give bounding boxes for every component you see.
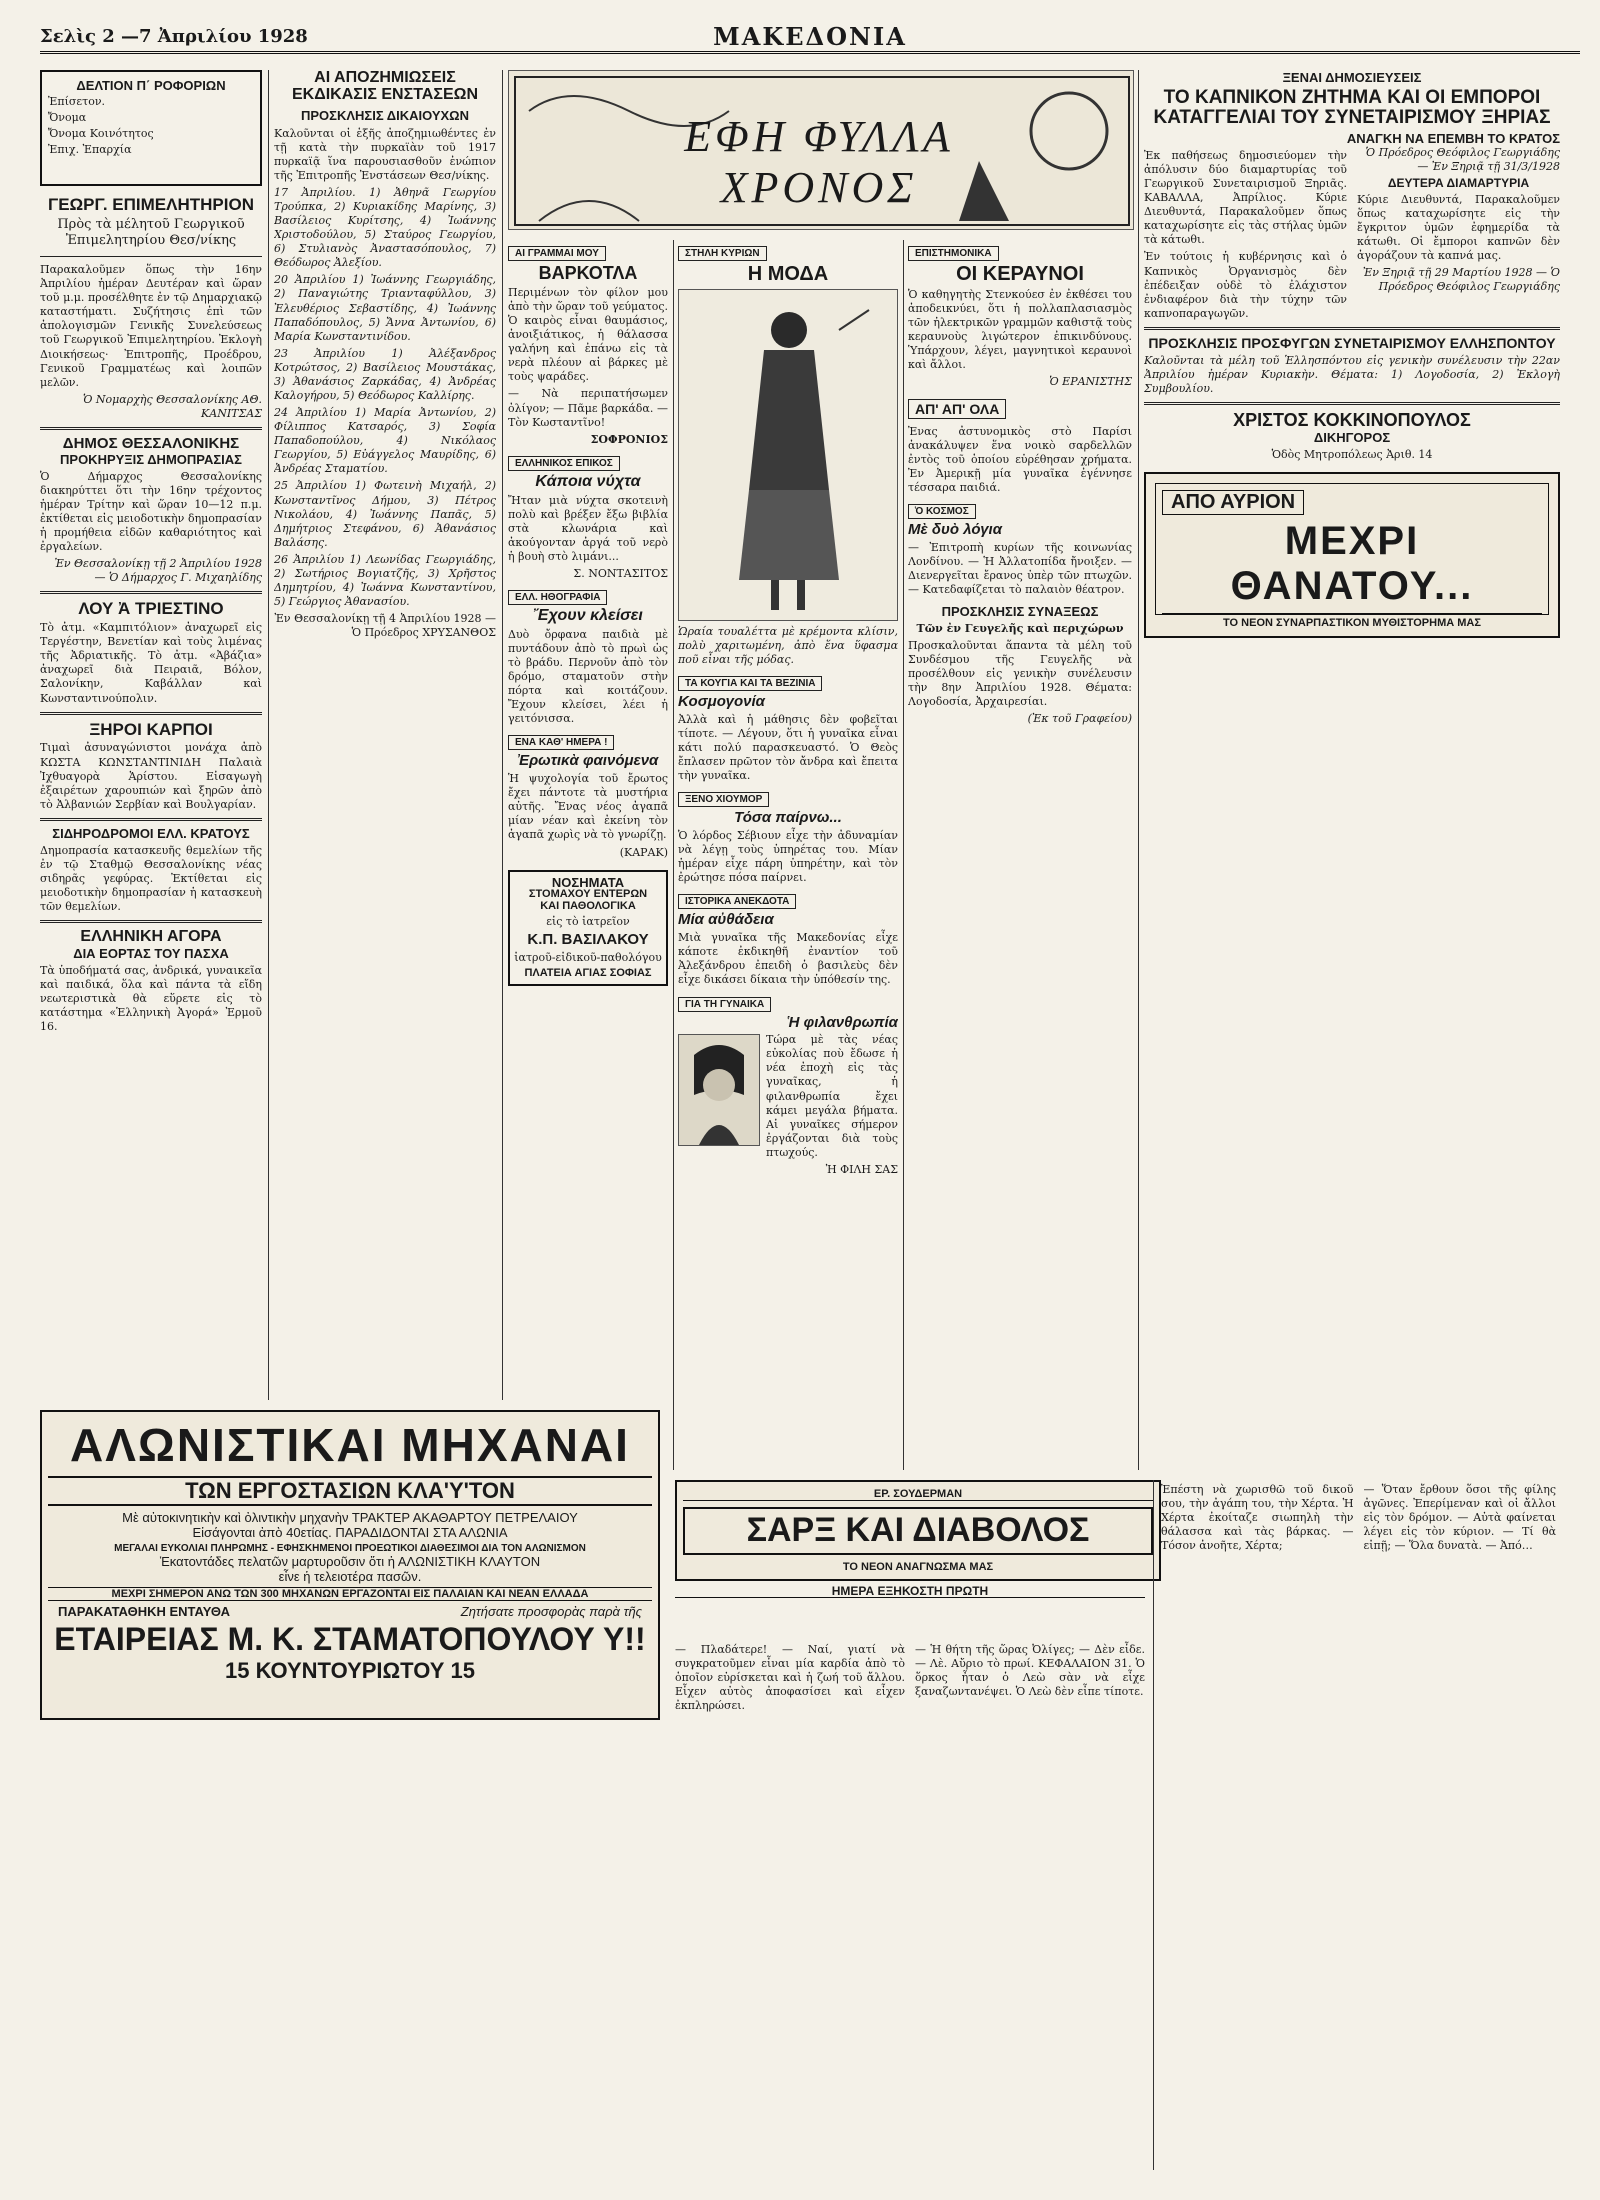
article-text: 24 Ἀπριλίου 1) Μαρία Ἀντωνίου, 2) Φίλιππος Κατσαρός, 3) Σοφία Παπαδοπούλου, 4) Νικόλαος Γεωργίου, 5) Εὐάγγελος Μαυρίδης, 6) Ἀνδρέας Σταματίου. [274, 406, 496, 476]
fashion-caption: Ὡραία τουαλέττα μὲ κρέμοντα κλίσιν, πολὺ χαριτωμένη, ἀπὸ ἕνα ὕφασμα ποῦ εἶναι τῆς μόδας. [678, 625, 898, 667]
headline: Η ΜΟΔΑ [747, 263, 829, 285]
headline: ΓΕΩΡΓ. ΕΠΙΜΕΛΗΤΗΡΙΟΝ [47, 195, 254, 214]
serial-ad-line: ΑΠΟ ΑΥΡΙΟΝ [1162, 490, 1304, 515]
section-tag: ΣΤΗΛΗ ΚΥΡΙΩΝ [678, 246, 767, 261]
rates-line: Ὄνομα [48, 111, 87, 125]
portrait-figure [679, 1035, 759, 1145]
signature: Ἐν Θεσσαλονίκῃ τῇ 4 Ἀπριλίου 1928 — Ὁ Πρόεδρος ΧΡΥΣΑΝΘΟΣ [274, 612, 496, 640]
article-text: 25 Ἀπριλίου 1) Φωτεινὴ Μιχαήλ, 2) Κωνσταντῖνος Δήμου, 3) Πέτρος Νικολάου, 4) Ἰωάννης Παπᾶς, 5) Δημήτριος Στεφάνου, 6) Ἀθανάσιος Βαλάσης. [274, 479, 496, 549]
medad-line: ΠΛΑΤΕΙΑ ΑΓΙΑΣ ΣΟΦΙΑΣ [524, 967, 652, 980]
woman-portrait [678, 1034, 760, 1146]
article-text: Καλοῦνται οἱ ἑξῆς ἀποζημιωθέντες ἐν τῇ κατὰ τὴν πυρκαϊὰν τοῦ 1917 πυρκαϊᾷ ἵνα παρουσιασθοῦν ἐνώπιον τῆς Ἐπιτροπῆς Ἐνστάσεων Θεσ/νίκης. [274, 126, 496, 182]
headline: Ἔχουν κλείσει [533, 607, 643, 625]
medad-line: ΣΤΟΜΑΧΟΥ ΕΝΤΕΡΩΝ [528, 888, 648, 901]
serial-ad-line: ΜΕΧΡΙ ΘΑΝΑΤΟΥ... [1230, 518, 1474, 608]
headline: ΔΕΥΤΕΡΑ ΔΙΑΜΑΡΤΥΡΙΑ [1387, 176, 1530, 191]
column-3-body [508, 240, 668, 1470]
signature: Ὁ ΕΡΑΝΙΣΤΗΣ [1049, 375, 1132, 389]
article-columns [1144, 146, 1560, 321]
section-tag: ΕΛΛ. ΗΘΟΓΡΑΦΙΑ [508, 590, 607, 605]
headline: ΞΗΡΟΙ ΚΑΡΠΟΙ [89, 719, 213, 739]
serial-columns-right [1161, 1480, 1556, 1556]
divider [40, 818, 262, 821]
article-text: Ἐν τούτοις ἡ κυβέρνησις καὶ ὁ Καπνικὸς Ὀργανισμὸς δὲν ἐπέδειξαν οὐδὲ τὸ ἐλάχιστον ἐνδιαφέρον διὰ τὴν τύχην τῶν καπνοπαραγωγῶν. [1144, 250, 1347, 320]
article-text: Κύριε Διευθυντά, Παρακαλοῦμεν ὅπως καταχωρίσητε εἰς τὴν ἔγκριτον ὑμῶν ἐφημερίδα τὰ κάτωθι. Οἱ ἔμποροι καπνῶν δὲν ἀγοράζουν τὰ καπνά μας. [1357, 192, 1560, 262]
newspaper-title: ΜΑΚΕΔΟΝΙΑ [713, 22, 907, 51]
article-text: Τὰ ὑποδήματά σας, ἀνδρικά, γυναικεῖα καὶ παιδικά, ὅλα καὶ πάντα τὰ εἴδη νεωτεριστικὰ θὰ εὕρετε εἰς τὸ κατάστημα «Ἑλληνικὴ Ἀγορά» Ἐρμοῦ 16. [40, 963, 262, 1034]
signature: Ἡ ΦΙΛΗ ΣΑΣ [825, 1162, 898, 1176]
rates-line: Ὄνομα Κοινότητος [48, 127, 154, 141]
headline: Ἐρωτικὰ φαινόμενα [517, 752, 659, 770]
ad-line: Ἑκατοντάδες πελατῶν μαρτυροῦσιν ὅτι ἡ ΑΛΩΝΙΣΤΙΚΗ ΚΛΑΥΤΟΝ [159, 1554, 541, 1569]
rates-line: Ἐπιχ. Ἐπαρχία [48, 143, 132, 157]
headline: Κοσμογονία [678, 693, 765, 711]
signature: (ΚΑΡΑΚ) [619, 845, 668, 859]
article-text: Τώρα μὲ τὰς νέας εὐκολίας ποὺ ἔδωσε ἡ νέα ἐποχὴ εἰς τὰς γυναῖκας, ἡ φιλανθρωπία ἔχει κάμει μεγάλα βήματα. Αἱ γυναῖκες σήμερον ἐργάζονται διὰ τοὺς πτωχούς. [766, 1033, 898, 1159]
section-tag: ΤΑ ΚΟΥΓΙΑ ΚΑΙ ΤΑ ΒΕΖΙΝΙΑ [678, 676, 822, 691]
headline: Τόσα παίρνω... [734, 809, 842, 827]
column-rule [1153, 1480, 1154, 2170]
ad-title: ΑΛΩΝΙΣΤΙΚΑΙ ΜΗΧΑΝΑΙ [70, 1419, 630, 1471]
article-text: 17 Ἀπριλίου. 1) Ἀθηνᾶ Γεωργίου Τρούπκα, 2) Κυριακίδης Μαρίνης, 3) Βασίλειος Κυρίτσης, 4) Ἰωάννης Χριστοδούλου, 5) Σταύρος Γεωργίου, 6) Στυλιανὸς Ἀναστασόπουλος, 7) Θεόδωρος Ἀλεξίου. [274, 185, 496, 270]
article-text: 23 Ἀπριλίου 1) Ἀλέξανδρος Κοτρώτσος, 2) Βασίλειος Μουστάκας, 3) Ἀθανάσιος Ζαρκάδας, 4) Ἀνδρέας Καλογήρου, 5) Θεόδωρος Καλλίρης. [274, 346, 496, 402]
section-tag: ΓΙΑ ΤΗ ΓΥΝΑΙΚΑ [678, 997, 771, 1012]
column-1 [40, 70, 262, 1410]
article-text: 20 Ἀπριλίου 1) Ἰωάννης Γεωργιάδης, 2) Παναγιώτης Τριανταφύλλου, 3) Ἐλευθέριος Σεβαστίδης, 4) Ἰωάννης Παπαδόπουλος, 5) Ἄννα Ἀντωνίου, 6) Μαρία Κωνσταντινίδου. [274, 273, 496, 343]
serial-section [675, 1480, 1560, 2180]
subheadline: ΠΡΟΚΗΡΥΞΙΣ ΔΗΜΟΠΡΑΣΙΑΣ [60, 451, 242, 467]
headline: ΒΑΡΚΟΤΛΑ [538, 263, 638, 283]
dress-figure [679, 290, 897, 620]
headline: ΠΡΟΣΚΛΗΣΙΣ ΠΡΟΣΦΥΓΩΝ ΣΥΝΕΤΑΙΡΙΣΜΟΥ ΕΛΛΗΣΠΟΝΤΟΥ [1148, 334, 1556, 351]
article-text: Ὁ Δήμαρχος Θεσσαλονίκης διακηρύττει ὅτι τὴν 16ην τρέχοντος ἡμέραν Τρίτην καὶ ὥραν 10—12 π.μ. ἐκτίθεται εἰς μειοδοτικὴν δημοπρασίαν ἡ προμήθεια εἰδῶν καθαριότητος καὶ ἐργαλείων. [40, 469, 262, 554]
headline: ΟΙ ΚΕΡΑΥΝΟΙ [956, 263, 1084, 285]
subheadline: ΠΡΟΣΚΛΗΣΙΣ ΔΙΚΑΙΟΥΧΩΝ [300, 107, 469, 123]
article-text: — Νὰ περιπατήσωμεν ὀλίγον; — Πᾶμε βαρκάδα. — Τὸν Κωσταντῖνο! [508, 387, 668, 429]
headline: ΣΙΔΗΡΟΔΡΟΜΟΙ ΕΛΛ. ΚΡΑΤΟΥΣ [52, 825, 250, 841]
headline: Μὲ δυὸ λόγια [908, 520, 1003, 538]
section-tag: ΑΠ' ΑΠ' ΟΛΑ [908, 399, 1006, 419]
ad-line: ΜΕΧΡΙ ΣΗΜΕΡΟΝ ΑΝΩ ΤΩΝ 300 ΜΗΧΑΝΩΝ ΕΡΓΑΖΟΝΤΑΙ ΕΙΣ ΠΑΛΑΙΑΝ ΚΑΙ ΝΕΑΝ ΕΛΛΑΔΑ [48, 1587, 652, 1601]
article-text: Ὁ λόρδος Σέβιουν εἶχε τὴν ἀδυναμίαν νὰ λέγῃ τοὺς ὑπηρέτας του. Μίαν ἡμέραν εἶχε πάρη ὑπηρέτην, καὶ τὸν ἐρώτησε πόσα παίρνει. [678, 829, 898, 885]
feature-banner [508, 70, 1134, 230]
article-text: Ἀλλὰ καὶ ἡ μάθησις δὲν φοβεῖται τίποτε. — Λέγουν, ὅτι ἡ γυναῖκα εἶναι κάτι πολύ παρασκευαστό. Ὁ Θεὸς ἔπλασεν πρῶτον τὸν ἄνδρα καὶ ἔπειτα τὴν γυναῖκα. [678, 712, 898, 783]
medad-line: ἰατροῦ-εἰδικοῦ-παθολόγου [514, 951, 662, 965]
serial-subtitle: ΤΟ ΝΕΟΝ ΑΝΑΓΝΩΣΜΑ ΜΑΣ [842, 1560, 994, 1573]
headline: Ἡ φιλανθρωπία [787, 1013, 898, 1031]
headline: Μία αὐθάδεια [678, 911, 774, 929]
signature: (Ἐκ τοῦ Γραφείου) [1027, 712, 1132, 726]
subheadline: Πρὸς τὰ μέλητοῦ Γεωργικοῦ Ἐπιμελητηρίου Θεσ/νίκης [57, 216, 245, 249]
article-text: Προσκαλοῦνται ἅπαντα τὰ μέλη τοῦ Συνδέσμου τῆς Γευγελῆς νὰ προσέλθουν εἰς γενικὴν συνέλευσιν τὴν 8ην Ἀπριλίου 1928. Θέματα: Λογοδοσία, Ἀρχαιρεσίαι. [908, 638, 1132, 709]
ad-line: Ζητήσατε προσφορὰς παρὰ τῆς [460, 1604, 642, 1619]
article-text: Τιμαὶ ἀσυναγώνιστοι μονάχα ἀπὸ ΚΩΣΤΑ ΚΩΝΣΤΑΝΤΙΝΙΔΗ Παλαιὰ Ἰχθυαγορὰ Ἁρίστου. Εἰσαγωγὴ ἐξαιρέτων χαρουπιών καὶ ξηρῶν ἀπὸ τὸ Ἀλβανιών Σερβίαν καὶ Βουλγαρίαν. [40, 741, 262, 811]
article-text: Τὸ ἀτμ. «Καμπιτόλιον» ἀναχωρεῖ εἰς Τεργέστην, Βενετίαν καὶ τοὺς λιμένας τῆς Ἀδριατικῆς. Τὸ ἀτμ. «Ἀβάζια» ἀναχωρεῖ διὰ Πειραιᾶ, Βόλον, Σαλονίκην, Καβάλλαν καὶ Κωνσταντινούπολιν. [40, 621, 262, 705]
subheadline: ΑΝΑΓΚΗ ΝΑ ΕΠΕΜΒΗ ΤΟ ΚΡΑΤΟΣ [1346, 130, 1560, 146]
ad-line: ΠΑΡΑΚΑΤΑΘΗΚΗ ΕΝΤΑΥΘΑ [58, 1604, 231, 1619]
medad-line: ΝΟΣΗΜΑΤΑ [551, 874, 625, 890]
serial-ad-inner [1155, 483, 1549, 629]
thresher-ad [40, 1410, 660, 1720]
subheadline: ΔΙΑ ΕΟΡΤΑΣ ΤΟΥ ΠΑΣΧΑ [73, 945, 229, 961]
subheadline: ΔΙΚΗΓΟΡΟΣ [1313, 429, 1391, 445]
medad-line: Κ.Π. ΒΑΣΙΛΑΚΟΥ [527, 931, 649, 949]
column-5 [908, 240, 1132, 1470]
article-text: Περιμένων τὸν φίλον μου ἀπὸ τὴν ὥραν τοῦ γεύματος. Ὁ καιρὸς εἶναι θαυμάσιος, ἀνοιξιάτικος, ἡ θάλασσα γαλήνη καὶ ἐπάνω εἰς τὰ νερὰ πλέουν αἱ βάρκες μὲ τοὺς ψαράδες. [508, 285, 668, 384]
divider [40, 712, 262, 715]
divider [1144, 402, 1560, 405]
rates-title: ΔΕΛΤΙΟΝ Π΄ ΡΟΦΟΡΙΩΝ [76, 78, 226, 93]
column-6 [1144, 70, 1560, 1470]
section-tag: Ὁ ΚΟΣΜΟΣ [908, 504, 976, 519]
signature: Ὁ Νομαρχὴς Θεσσαλονίκης ΑΘ. ΚΑΝΙΤΣΑΣ [82, 392, 262, 420]
section-tag: ΙΣΤΟΡΙΚΑ ΑΝΕΚΔΟΤΑ [678, 894, 796, 909]
signature: Ὁ Πρόεδρος Θεόφιλος Γεωργιάδης — Ἐν Ξηριᾷ τῇ 31/3/1928 [1365, 145, 1560, 173]
column-rule [673, 240, 674, 1470]
serial-columns [675, 1640, 1145, 1716]
serial-text: — Πλαδάτερε! — Ναί, γιατί νὰ συγκρατοῦμεν εἶναι μία καρδία ἀπὸ τὸ ὁποῖον εὑρίσκεται καὶ ἡ ζωή τοῦ ἄλλου. Εἶχεν αὐτὸς ἀποφασίσει καὶ εἶχεν ἐκπληρώσει. [675, 1643, 905, 1713]
serial-ad-line: ΤΟ ΝΕΟΝ ΣΥΝΑΡΠΑΣΤΙΚΟΝ ΜΥΘΙΣΤΟΡΗΜΑ ΜΑΣ [1162, 613, 1542, 629]
article-text: Καλοῦνται τὰ μέλη τοῦ Ἑλλησπόντου εἰς γενικὴν συνέλευσιν τὴν 22αν Ἀπριλίου ἡμέραν Κυριακὴν. Θέματα: 1) Λογοδοσία, 2) Ἐκλογὴ Συμβουλίου. [1144, 353, 1560, 395]
banner-title: ΕΦΗ ΦΥΛΛΑ ΧΡΟΝΟΣ [684, 112, 954, 212]
serial-header [675, 1480, 1161, 1581]
fashion-illustration [678, 289, 898, 621]
ad-line: εἶνε ἡ τελειοτέρα πασῶν. [278, 1569, 422, 1584]
article-text: Ἤταν μιὰ νύχτα σκοτεινὴ πολὺ καὶ βρέξεν ἔξω βιβλία στὰ κλωνάρια καὶ ἀκούγονταν ἀργά τοῦ νερὸ ἡ βουὴ στὸ λιμάνι... [508, 493, 668, 563]
article-text: Ὁδὸς Μητροπόλεως Ἀριθ. 14 [1271, 447, 1433, 461]
article-text: Τῶν ἐν Γευγελῆς καὶ περιχώρων [916, 621, 1124, 635]
serial-day: ΗΜΕΡΑ ΕΞΗΚΟΣΤΗ ΠΡΩΤΗ [675, 1585, 1145, 1599]
headline: ΤΟ ΚΑΠΝΙΚΟΝ ΖΗΤΗΜΑ ΚΑΙ ΟΙ ΕΜΠΟΡΟΙ ΚΑΤΑΓΓΕΛΙΑΙ ΤΟΥ ΣΥΝΕΤΑΙΡΙΣΜΟΥ ΞΗΡΙΑΣ [1153, 87, 1551, 128]
headline: ΕΛΛΗΝΙΚΗ ΑΓΟΡΑ [80, 927, 222, 945]
divider [40, 591, 262, 594]
signature: Ἐν Θεσσαλονίκῃ τῇ 2 Ἀπριλίου 1928 — Ὁ Δήμαρχος Γ. Μιχαηλίδης [54, 557, 262, 585]
ad-company: ΕΤΑΙΡΕΙΑΣ Μ. Κ. ΣΤΑΜΑΤΟΠΟΥΛΟΥ Υ!! [54, 1621, 646, 1657]
headline: ΧΡΙΣΤΟΣ ΚΟΚΚΙΝΟΠΟΥΛΟΣ [1233, 409, 1471, 430]
signature: Σ. ΝΟΝΤΑΣΙΤΟΣ [573, 566, 668, 580]
serial-text: Ἐπέστη νὰ χωρισθῶ τοῦ δικοῦ σου, τὴν ἀγάπη του, τὴν Χέρτα. Ἡ Χέρτα ἐκοίταζε σιωπηλὴ τὴν θάλασσα καὶ τὰς βάρκας. — Τόσον ἀνοῆτε, Χέρτα; [1161, 1483, 1354, 1553]
headline: ΛΟΥ Ἀ ΤΡΙΕΣΤΙΝΟ [78, 599, 224, 619]
headline: ΔΗΜΟΣ ΘΕΣΣΑΛΟΝΙΚΗΣ [62, 434, 240, 452]
column-rule [1138, 70, 1139, 1470]
ad-line: ΜΕΓΑΛΑΙ ΕΥΚΟΛΙΑΙ ΠΛΗΡΩΜΗΣ - ΕΦΗΣΚΗΜΕΝΟΙ ΠΡΟΕΩΤΙΚΟΙ ΔΙΑΘΕΣΙΜΟΙ ΔΙΑ ΤΟΝ ΑΛΩΝΙΣΜΟΝ [114, 1543, 586, 1554]
section-tag: ΞΕΝΟ ΧΙΟΥΜΟΡ [678, 792, 769, 807]
article-text: Ἐνας ἀστυνομικὸς στὸ Παρίσι ἀνακάλυψεν ἕνα νοικὸ σαρδελλῶν ἐντὸς τοῦ ὁποίου εὑρέθησαν χρήματα. Ἐν Ἀμερικῇ μία γυναῖκα ἐγέννησε τέσσαρα παιδιά. [908, 424, 1132, 494]
article-text: Παρακαλοῦμεν ὅπως τὴν 16ην Ἀπριλίου ἡμέραν Δευτέραν καὶ ὥραν τοῦ μ.μ. προσέλθητε ἐν τῷ Δημαρχιακῷ καταστήματι. Συζήτησις ἐπὶ τῶν ἀπολογισμῶν Γενικῆς Συνελεύσεως τοῦ Γεωργικοῦ Ἐπιμελητηρίου. Ἐκλογὴ Διοικήσεως· Ἐπιτροπῆς, Προέδρου, Γενικοῦ Γραμματέως καὶ λοιπῶν μελῶν. [40, 263, 262, 389]
article-text: Δυὸ ὄρφανα παιδιὰ μὲ πυντάδουν ἀπὸ τὸ πρωὶ ὡς τὸ βράδυ. Περνοῦν ἀπὸ τὸν δρόμο, σταματοῦν στὴν πόρτα καὶ κοιτάζουν. Ἔχουν κλείσει, λέει ἡ γειτόνισσα. [508, 627, 668, 726]
masthead [40, 20, 1580, 54]
signature: Ἐν Ξηριᾷ τῇ 29 Μαρτίου 1928 — Ὁ Πρόεδρος Θεόφιλος Γεωργιάδης [1362, 266, 1560, 294]
column-rule [502, 70, 503, 1400]
section-title: ΞΕΝΑΙ ΔΗΜΟΣΙΕΥΣΕΙΣ [1282, 70, 1422, 85]
signature: ΣΟΦΡΟΝΙΟΣ [590, 432, 668, 446]
divider [1144, 327, 1560, 330]
ad-line: Εἰσάγονται ἀπὸ 40ετίας. ΠΑΡΑΔΙΔΟΝΤΑΙ ΣΤΑ ΑΛΩΝΙΑ [192, 1525, 508, 1540]
divider [40, 920, 262, 923]
article-text: Ὁ καθηγητὴς Στενκούεσ ἐν ἐκθέσει του ἀποδεικνύει, ὅτι ἡ πολλαπλασιασμὸς τῶν ἠλεκτρικῶν γραμμῶν καθιστᾷ τοὺς κεραυνοὺς λιγώτερον ἐπικινδύνους. Ὑπάρχουν, λέγει, μαγνητικοὶ κεραυνοὶ καὶ ἄλλοι. [908, 288, 1132, 372]
serial-author: ΕΡ. ΣΟΥΔΕΡΜΑΝ [683, 1488, 1153, 1501]
column-rule [903, 240, 904, 1470]
ad-row [48, 1604, 652, 1619]
divider [40, 256, 262, 257]
article-text: Ἡ ψυχολογία τοῦ ἔρωτος ἔχει πάντοτε τὰ μυστήρια αὐτῆς. Ἔνας νέος ἀγαπᾶ μίαν νέαν καὶ ἐκείνη τὸν ἀγαπᾶ χωρὶς νὰ τὸ γνωρίζῃ. [508, 772, 668, 842]
headline: ΑΙ ΑΠΟΖΗΜΙΩΣΕΙΣ ΕΚΔΙΚΑΣΙΣ ΕΝΣΤΑΣΕΩΝ [292, 70, 478, 103]
section-tag: ΕΠΙΣΤΗΜΟΝΙΚΑ [908, 246, 999, 261]
medad-line: εἰς τὸ ἰατρεῖον [546, 915, 630, 929]
serial-text: — Ἡ θήτη τῆς ὥρας Ὀλίγες; — Δὲν εἶδε. — Λὲ. Αὔριο τὸ πρωί. ΚΕΦΑΛΑΙΟΝ 31. Ὁ ὅρκος ἦταν ὁ Λεὼ σὰν νὰ εἶχε ξαναζωντανέψει. Ὁ Λεὼ δὲν εἶπε τίποτε. [915, 1643, 1145, 1699]
column-4 [678, 240, 898, 1470]
divider [40, 427, 262, 430]
serial-title: ΣΑΡΞ ΚΑΙ ΔΙΑΒΟΛΟΣ [683, 1507, 1153, 1555]
rates-line: Ἐπίσετον. [48, 95, 106, 108]
column-rule [268, 70, 269, 1400]
ad-address: 15 ΚΟΥΝΤΟΥΡΙΩΤΟΥ 15 [225, 1658, 475, 1683]
headline: Κάποια νύχτα [535, 472, 641, 490]
headline: ΠΡΟΣΚΛΗΣΙΣ ΣΥΝΑΞΕΩΣ [941, 604, 1099, 619]
ad-line: Μὲ αὐτοκινητικὴν καὶ ὀλιντικὴν μηχανὴν ΤΡΑΚΤΕΡ ΑΚΑΘΑΡΤΟΥ ΠΕΤΡΕΛΑΙΟΥ [122, 1510, 578, 1525]
serial-text: — Ὅταν ἔρθουν ὅσοι τῆς φίλης ἀγῶνες. Ἐπερίμεναν καὶ οἱ ἄλλοι εἰς τὸν δρόμον. — Αὐτὰ φαίνεται λέγει εἰς τὸν κύριον. — Τί θὰ εἰπῇ; — Ὅλα δυνατὰ. — Ἀπό… [1363, 1483, 1556, 1553]
medad-line: ΚΑΙ ΠΑΘΟΛΟΓΙΚΑ [540, 899, 636, 912]
page-date: Σελὶς 2 —7 Ἀπριλίου 1928 [40, 26, 308, 47]
section-tag: ΕΝΑ ΚΑΘ' ΗΜΕΡΑ ! [508, 735, 614, 750]
serial-ad [1144, 472, 1560, 638]
section-tag: ΕΛΛΗΝΙΚΟΣ ΕΠΙΚΟΣ [508, 456, 620, 471]
rates-box [40, 70, 262, 186]
ad-sub: ΤΩΝ ΕΡΓΟΣΤΑΣΙΩΝ ΚΛΑ'Υ'ΤΟΝ [48, 1476, 652, 1506]
article-text: — Ἐπιτροπὴ κυρίων τῆς κοινωνίας Λονδίνου. — Ἡ Ἀλλατοπίδα ἤνοιξεν. — Διενεργεῖται ἔρανος ὑπὲρ τῶν πτωχῶν. — Κατεδαφίζεται τὸ παλαιὸν θέατρον. [908, 540, 1132, 596]
article-text: Δημοπρασία κατασκευῆς θεμελίων τῆς ἐν τῷ Σταθμῷ Θεσσαλονίκης νέας σιδηρᾶς γεφύρας. Ἐκτίθεται εἰς μειοδοτικὴν δημοπρασίαν ἡ κατασκευὴ τῶν θεμελίων. [40, 843, 262, 913]
article-text: Ἐκ παθήσεως δημοσιεύομεν τὴν ἀπόλυσιν δύο διαμαρτυρίας τοῦ Γεωργικοῦ Συνεταιρισμοῦ Ξηριᾶς. ΚΑΒΑΛΛΑ, Ἀπρίλιος. Κύριε Διευθυντά, Παρακαλοῦμεν ὅπως καταχωρίσητε εἰς τὰς στήλας ὑμῶν τὰ κάτωθι. [1144, 148, 1347, 247]
article-text: Μιὰ γυναῖκα τῆς Μακεδονίας εἶχε κάποτε ἐκδικηθῆ ἐναντίον τοῦ Ἀλεξάνδρου ἐπειδὴ ὁ βασιλεὺς δὲν εἶχε δικάσει δίκαια τὴν ὑπόθεσίν της. [678, 931, 898, 987]
column-2 [274, 70, 496, 1400]
medical-ad [508, 870, 668, 986]
article-text: 26 Ἀπριλίου 1) Λεωνίδας Γεωργιάδης, 2) Σωτήριος Βογιατζῆς, 3) Χρῆστος Δημητρίου, 4) Ἰωάννα Κωνσταντίνου, 5) Γεώργιος Ἀθανασίου. [274, 552, 496, 609]
section-tag: ΑΙ ΓΡΑΜΜΑΙ ΜΟΥ [508, 246, 606, 261]
